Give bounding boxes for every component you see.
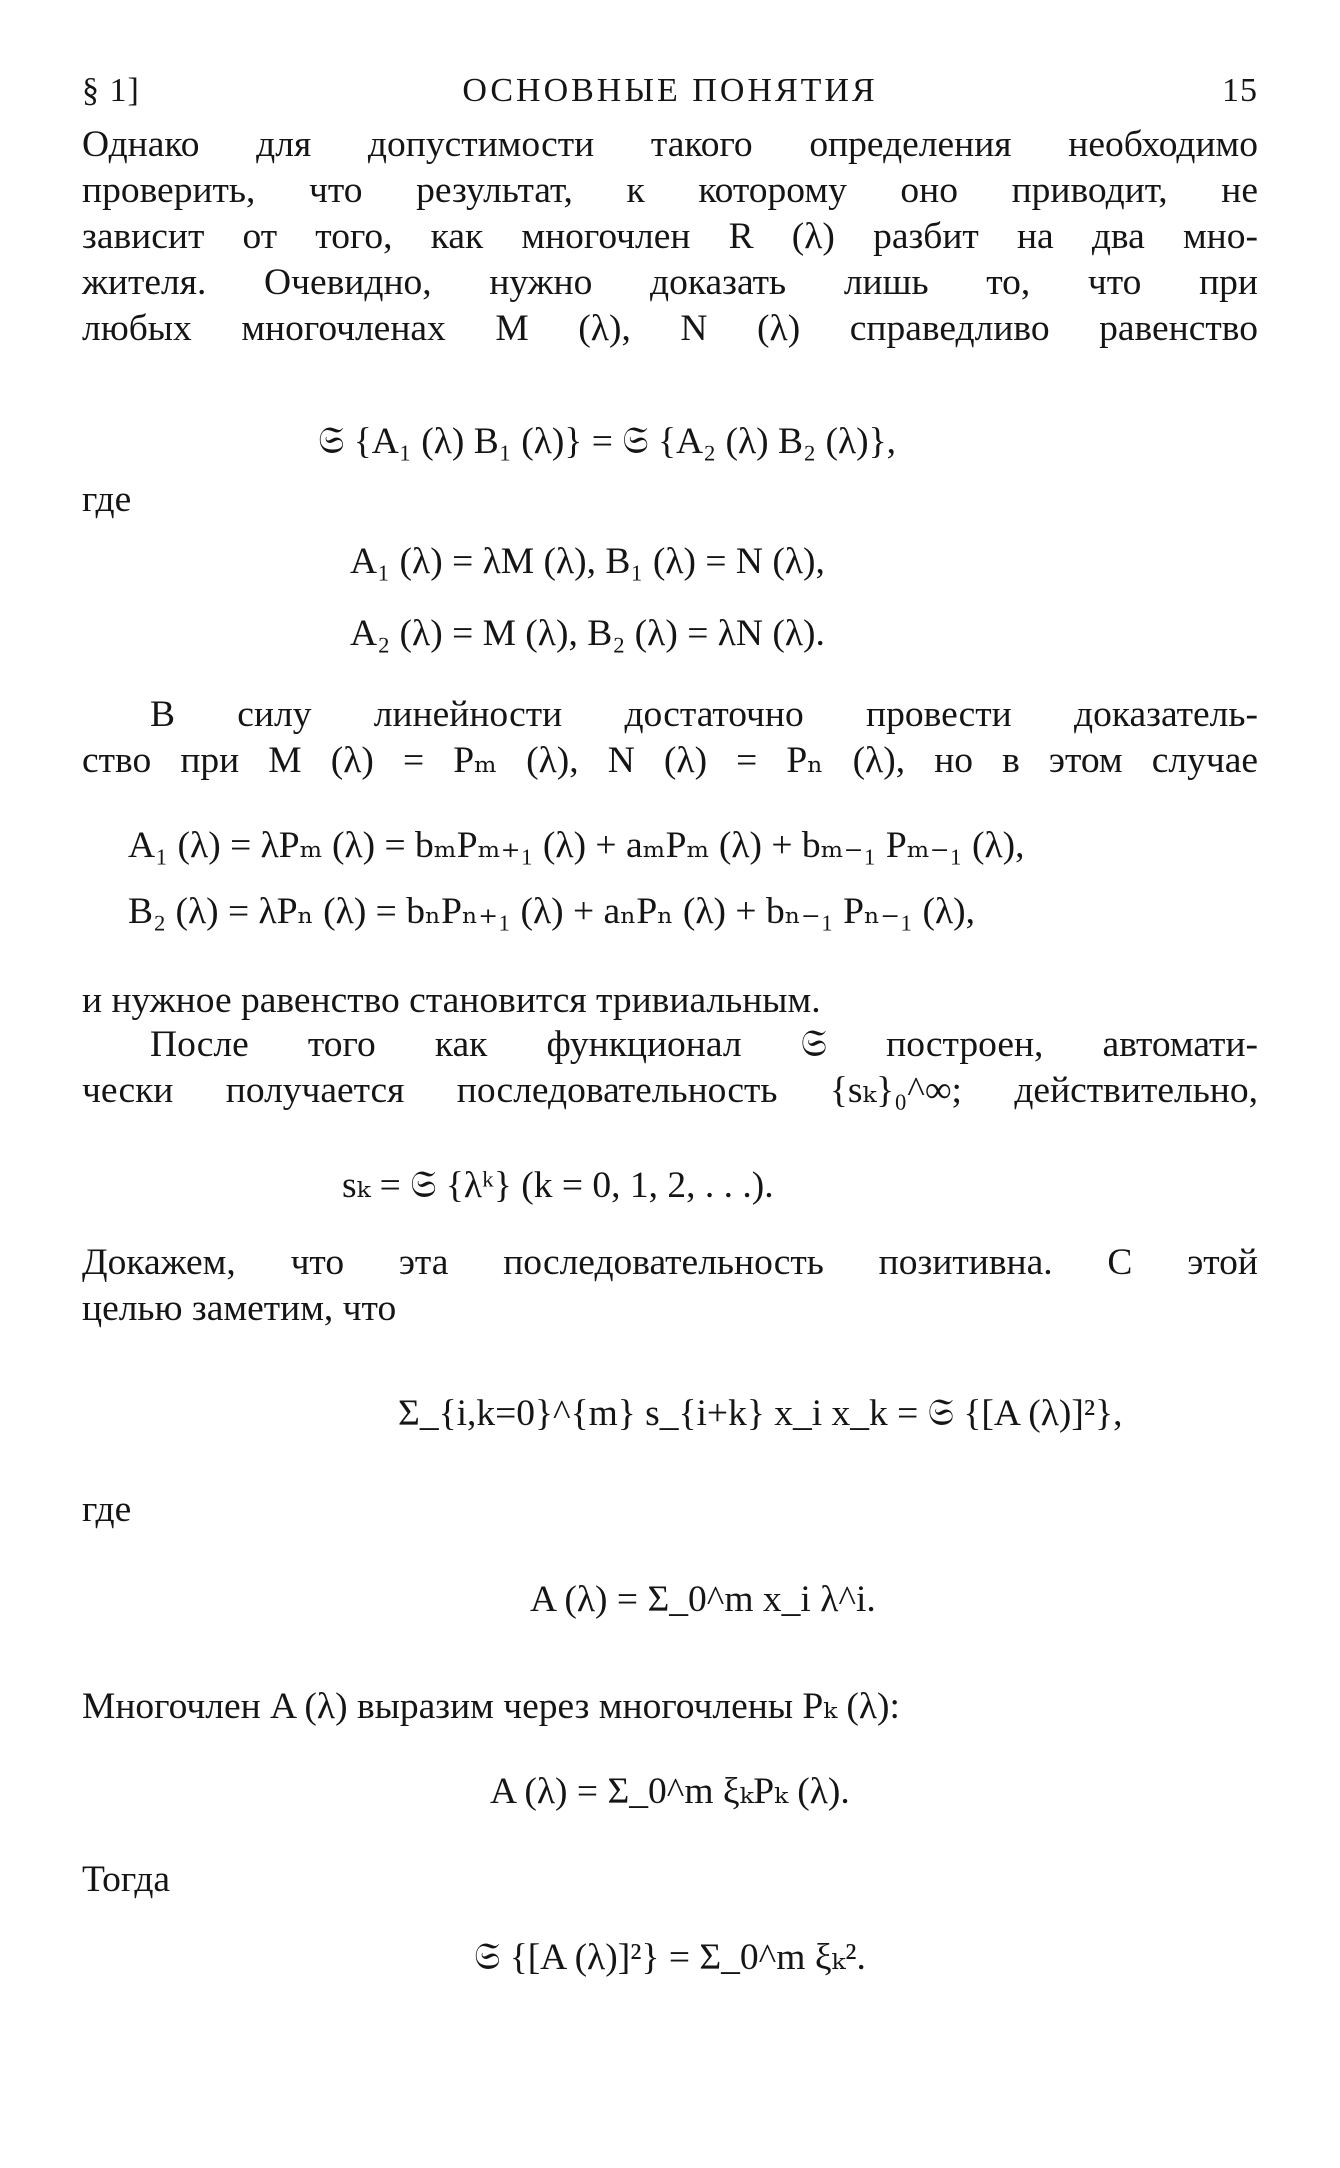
equation-8: 𝔖 {[A (λ)]²} = Σ_0^m ξₖ². [474,1937,866,1978]
text-line: чески получается последовательность {sₖ}₀^∞; действительно, [82,1070,1258,1111]
page-number: 15 [1222,72,1258,109]
equation-2b: A₂ (λ) = M (λ), B₂ (λ) = λN (λ). [350,613,825,654]
text-line: В силу линейности достаточно провести доказатель- [150,694,1258,735]
paragraph-2 [82,692,1258,784]
then-label: Тогда [82,1859,171,1900]
running-title: ОСНОВНЫЕ ПОНЯТИЯ [462,72,878,109]
where-label: где [82,479,132,520]
section-marker: § 1] [82,72,140,109]
paragraph-1 [82,122,1258,352]
paragraph-6: Многочлен A (λ) выразим через многочлены Pₖ (λ): [82,1686,900,1727]
equation-7: A (λ) = Σ_0^m ξₖPₖ (λ). [490,1771,850,1812]
paragraph-4 [82,1022,1258,1114]
paragraph-3: и нужное равенство становится тривиальным. [82,980,821,1021]
equation-1: 𝔖 {A₁ (λ) B₁ (λ)} = 𝔖 {A₂ (λ) B₂ (λ)}, [318,421,897,462]
equation-5: Σ_{i,k=0}^{m} s_{i+k} x_i x_k = 𝔖 {[A (λ)]²}, [398,1393,1123,1434]
equation-4: sₖ = 𝔖 {λᵏ} (k = 0, 1, 2, . . .). [342,1165,774,1206]
text-line: любых многочленах M (λ), N (λ) справедливо равенство [82,308,1258,349]
text-line: После того как функционал 𝔖 построен, автомати- [150,1024,1258,1065]
equation-3b: B₂ (λ) = λPₙ (λ) = bₙPₙ₊₁ (λ) + aₙPₙ (λ) + bₙ₋₁ Pₙ₋₁ (λ), [128,891,976,932]
text-line: ство при M (λ) = Pₘ (λ), N (λ) = Pₙ (λ), но в этом случае [82,740,1258,781]
paragraph-5 [82,1240,1258,1332]
where-label: где [82,1489,132,1530]
text-line: жителя. Очевидно, нужно доказать лишь то, что при [82,262,1258,303]
equation-6: A (λ) = Σ_0^m x_i λ^i. [530,1579,876,1620]
text-line: целью заметим, что [82,1288,397,1329]
text-line: проверить, что результат, к которому оно приводит, не [82,170,1258,211]
equation-2a: A₁ (λ) = λM (λ), B₁ (λ) = N (λ), [350,541,825,582]
text-line: Докажем, что эта последовательность позитивна. С этой [82,1242,1258,1283]
equation-3a: A₁ (λ) = λPₘ (λ) = bₘPₘ₊₁ (λ) + aₘPₘ (λ) + bₘ₋₁ Pₘ₋₁ (λ), [128,825,1025,866]
text-line: зависит от того, как многочлен R (λ) разбит на два мно- [82,216,1258,257]
text-line: Однако для допустимости такого определения необходимо [82,124,1258,165]
